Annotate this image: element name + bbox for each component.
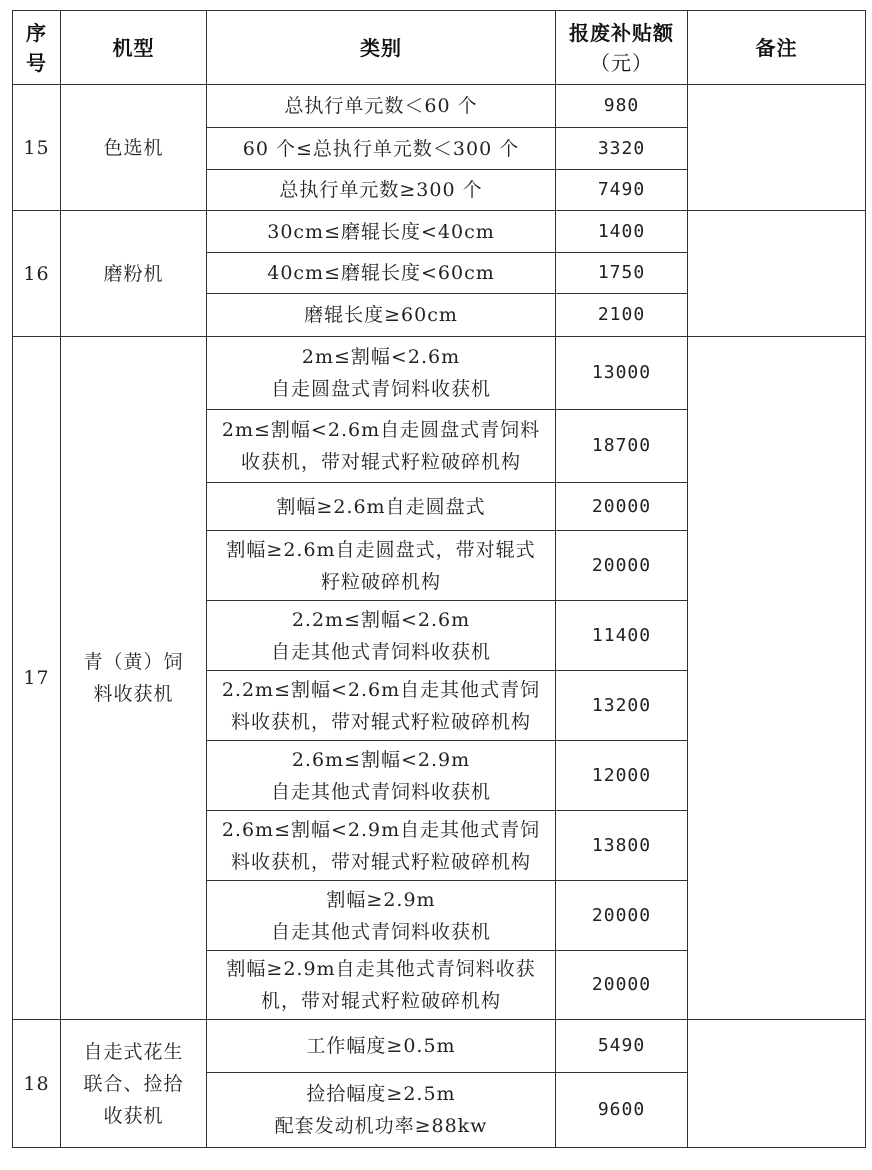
category-cell — [207, 1020, 556, 1073]
category-cell — [207, 294, 556, 337]
subsidy-amount: 980 — [556, 85, 688, 128]
category-line: 割幅≥2.6m自走圆盘式，带对辊式 — [226, 538, 536, 561]
machine-type-line: 磨粉机 — [103, 262, 164, 285]
table-row — [13, 211, 866, 253]
subsidy-amount: 20000 — [556, 881, 688, 951]
row-number: 16 — [13, 211, 61, 337]
table-row — [13, 85, 866, 128]
category-line: 料收获机，带对辊式籽粒破碎机构 — [230, 710, 531, 733]
category-cell — [207, 410, 556, 483]
subsidy-amount: 20000 — [556, 483, 688, 531]
category-cell — [207, 85, 556, 128]
category-cell — [207, 811, 556, 881]
category-line: 2.2m≤割幅<2.6m — [291, 608, 471, 631]
category-line: 割幅≥2.6m自走圆盘式 — [276, 495, 486, 518]
subsidy-amount: 13000 — [556, 337, 688, 410]
subsidy-amount: 20000 — [556, 951, 688, 1020]
category-cell — [207, 531, 556, 601]
header-amount-line2: （元） — [590, 50, 653, 75]
category-line: 2.2m≤割幅<2.6m自走其他式青饲 — [221, 678, 541, 701]
table-row — [13, 1020, 866, 1073]
machine-type — [61, 85, 207, 211]
subsidy-amount: 18700 — [556, 410, 688, 483]
note-cell — [688, 85, 866, 211]
header-amount — [556, 11, 688, 85]
category-line: 自走其他式青饲料收获机 — [270, 920, 491, 943]
header-no: 序号 — [13, 11, 61, 85]
row-number: 15 — [13, 85, 61, 211]
category-line: 2.6m≤割幅<2.9m自走其他式青饲 — [221, 818, 541, 841]
category-line: 2m≤割幅<2.6m — [301, 346, 461, 368]
category-line: 配套发动机功率≥88kw — [274, 1115, 488, 1137]
machine-type-line: 料收获机 — [93, 683, 174, 705]
category-line: 总执行单元数＜60 个 — [284, 95, 478, 117]
subsidy-amount: 9600 — [556, 1073, 688, 1148]
category-line: 30cm≤磨辊长度<40cm — [267, 220, 495, 243]
category-line: 2.6m≤割幅<2.9m — [291, 748, 471, 771]
category-cell — [207, 211, 556, 253]
subsidy-amount: 2100 — [556, 294, 688, 337]
subsidy-amount: 20000 — [556, 531, 688, 601]
machine-type — [61, 1020, 207, 1148]
subsidy-amount: 13800 — [556, 811, 688, 881]
category-line: 60 个≤总执行单元数＜300 个 — [242, 137, 520, 160]
category-line: 料收获机，带对辊式籽粒破碎机构 — [230, 850, 531, 873]
note-cell — [688, 211, 866, 337]
subsidy-amount: 3320 — [556, 128, 688, 170]
header-type: 机型 — [61, 11, 207, 85]
subsidy-amount: 11400 — [556, 601, 688, 671]
row-number: 18 — [13, 1020, 61, 1148]
category-line: 磨辊长度≥60cm — [304, 304, 458, 326]
subsidy-amount: 5490 — [556, 1020, 688, 1073]
subsidy-amount: 1750 — [556, 253, 688, 294]
note-cell — [688, 337, 866, 1020]
row-number: 17 — [13, 337, 61, 1020]
category-cell — [207, 253, 556, 294]
table-row — [13, 337, 866, 410]
category-line: 捡拾幅度≥2.5m — [306, 1083, 456, 1105]
category-line: 籽粒破碎机构 — [320, 570, 441, 593]
machine-type — [61, 337, 207, 1020]
machine-type-line: 自走式花生 — [83, 1040, 184, 1063]
machine-type-line: 联合、捡拾 — [83, 1072, 184, 1095]
category-line: 自走圆盘式青饲料收获机 — [270, 378, 491, 400]
category-cell — [207, 337, 556, 410]
header-row — [13, 11, 866, 85]
header-amount-line1: 报废补贴额 — [569, 20, 674, 45]
subsidy-amount: 1400 — [556, 211, 688, 253]
subsidy-table — [12, 10, 866, 1148]
category-line: 割幅≥2.9m自走其他式青饲料收获 — [226, 958, 536, 980]
subsidy-amount: 13200 — [556, 671, 688, 741]
category-cell — [207, 601, 556, 671]
category-line: 割幅≥2.9m — [326, 888, 436, 911]
table-body — [13, 85, 866, 1148]
category-line: 40cm≤磨辊长度<60cm — [267, 262, 495, 284]
subsidy-amount: 12000 — [556, 741, 688, 811]
category-cell — [207, 881, 556, 951]
machine-type — [61, 211, 207, 337]
category-line: 自走其他式青饲料收获机 — [270, 780, 491, 803]
category-line: 总执行单元数≥300 个 — [279, 179, 483, 201]
category-line: 机，带对辊式籽粒破碎机构 — [260, 990, 501, 1012]
machine-type-line: 收获机 — [103, 1104, 164, 1127]
category-cell — [207, 951, 556, 1020]
category-cell — [207, 483, 556, 531]
category-cell — [207, 128, 556, 170]
note-cell — [688, 1020, 866, 1148]
category-line: 工作幅度≥0.5m — [306, 1035, 456, 1057]
category-cell — [207, 1073, 556, 1148]
machine-type-line: 青（黄）饲 — [83, 651, 184, 673]
machine-type-line: 色选机 — [103, 136, 164, 159]
category-line: 2m≤割幅<2.6m自走圆盘式青饲料 — [221, 419, 541, 441]
header-category: 类别 — [207, 11, 556, 85]
header-note: 备注 — [688, 11, 866, 85]
category-line: 自走其他式青饲料收获机 — [270, 640, 491, 663]
category-cell — [207, 741, 556, 811]
subsidy-amount: 7490 — [556, 170, 688, 211]
category-cell — [207, 170, 556, 211]
category-line: 收获机，带对辊式籽粒破碎机构 — [240, 451, 521, 473]
category-cell — [207, 671, 556, 741]
